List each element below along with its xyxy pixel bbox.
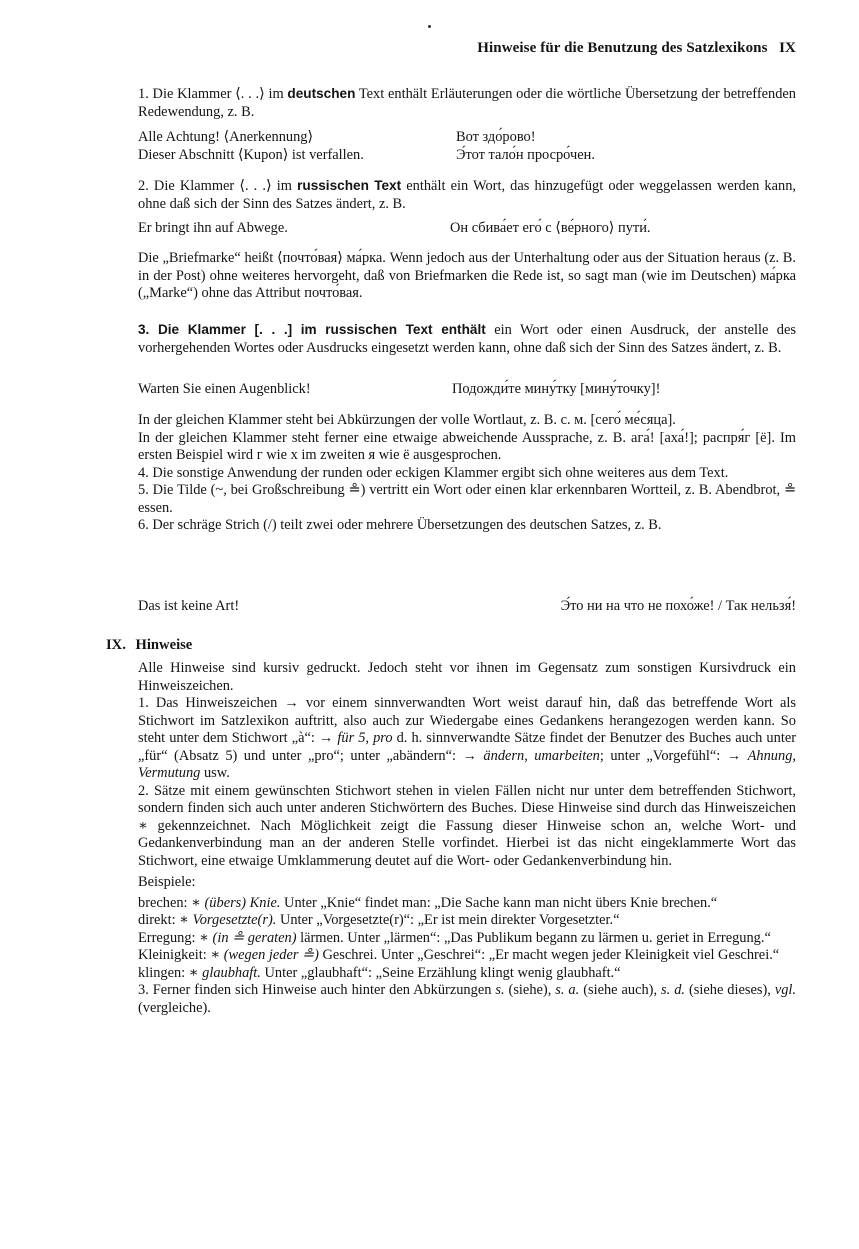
section-point-1 xyxy=(138,695,796,783)
p3-text: Die „Briefmarke“ heißt ⟨почто́вая⟩ ма́рка. Wenn jedoch aus der Unterhaltung oder aus der Situation heraus (z. B. in der Post) ohne weiteres hervorgeht, daß von Briefmarken die Rede ist, so sagt man (wie im Deutschen) ма́рка („Marke“) ohne das Attribut почто́вая. xyxy=(138,250,796,301)
example-block-4 xyxy=(138,598,796,616)
entry-head: brechen: ∗ xyxy=(138,894,205,911)
entry-italic: (übers) Knie. xyxy=(204,894,281,911)
p1-text-a: 1. Die Klammer ⟨. . .⟩ im xyxy=(138,86,288,102)
paragraph-1 xyxy=(138,85,796,121)
paragraph-block-5 xyxy=(138,412,796,535)
p4-text: ein Wort oder einen Ausdruck, der anstelle des vorhergehenden Wortes oder Ausdrucks eingesetzt werden kann, ohne daß sich der Sinn des Satzes ändert, z. B. xyxy=(138,322,796,356)
entry-head: Kleinigkeit: ∗ xyxy=(138,947,224,963)
s2-text-b: d. h. sinnverwandte Sätze findet der Benutzer des Buches auch unter „für“ (Absatz 5) und unter „pro“; unter „abändern“: → xyxy=(138,730,797,764)
p1-bold: deutschen xyxy=(287,86,356,101)
s4-text-c: (siehe auch), xyxy=(579,982,662,998)
s4-text-b: (siehe), xyxy=(504,982,556,998)
example-russian: Э́то ни на что не похо́же! / Так нельзя́! xyxy=(560,598,796,614)
entry-text: lärmen. Unter „lärmen“: „Das Publikum begann zu lärmen u. geriet in Erregung.“ xyxy=(296,929,771,946)
paragraph-3 xyxy=(138,250,796,303)
p2-text-a: 2. Die Klammer ⟨. . .⟩ im xyxy=(138,178,298,194)
p4-bold: 3. Die Klammer [. . .] im russischen Text enthält xyxy=(138,322,486,337)
entry-text: Unter „Vorgesetzte(r)“: „Er ist mein direkter Vorgesetzter.“ xyxy=(276,912,620,928)
example-entry xyxy=(138,965,796,983)
entry-italic: (wegen jeder ≗) xyxy=(223,947,319,963)
section-point-3 xyxy=(138,982,796,1017)
p7-text: 4. Die sonstige Anwendung der runden oder eckigen Klammer ergibt sich ohne weiteres aus dem Text. xyxy=(138,464,729,481)
entry-head: klingen: ∗ xyxy=(138,964,203,981)
s4-text-d: (siehe dieses), xyxy=(685,982,775,998)
entry-italic: (in ≗ geraten) xyxy=(212,929,297,946)
example-entry xyxy=(138,912,796,930)
section-intro: Alle Hinweise sind kursiv gedruckt. Jedoch steht vor ihnen im Gegensatz zum sonstigen Kursivdruck ein Hinweiszeichen. xyxy=(138,660,796,694)
example-german: Er bringt ihn auf Abwege. xyxy=(138,220,288,236)
entry-italic: glaubhaft. xyxy=(202,964,261,981)
header-title: Hinweise für die Benutzung des Satzlexikons xyxy=(477,40,768,56)
example-german: Warten Sie einen Augenblick! xyxy=(138,381,311,397)
example-russian: Э́тот тало́н просро́чен. xyxy=(456,146,595,163)
example-entry xyxy=(138,947,796,965)
page-number: IX xyxy=(779,40,796,56)
entry-head: direkt: ∗ xyxy=(138,912,193,928)
example-german: Dieser Abschnitt ⟨Kupon⟩ ist verfallen. xyxy=(138,146,364,163)
p6-text: In der gleichen Klammer steht ferner eine etwaige abweichende Aussprache, z. B. ага́! [аха́!]; распря́г [ё]. Im ersten Beispiel wird г wie х im zweiten я wie ё ausgesprochen. xyxy=(138,429,796,463)
examples-label: Beispiele: xyxy=(138,874,196,890)
entry-text: Geschrei. Unter „Geschrei“: „Er macht wegen jeder Kleinigkeit viel Geschrei.“ xyxy=(318,947,780,963)
running-header xyxy=(420,40,796,57)
p2-text-b: enthält ein Wort, das hinzugefügt oder weggelassen werden kann, ohne daß sich der Sinn des Satzes ändert, z. B. xyxy=(138,178,797,212)
entry-head: Erregung: ∗ xyxy=(138,929,213,946)
example-russian: Подожди́те мину́тку [мину́точку]! xyxy=(452,381,661,397)
example-block-2 xyxy=(138,220,796,238)
example-entry xyxy=(138,930,796,948)
example-german: Das ist keine Art! xyxy=(138,598,240,614)
section-body xyxy=(138,660,796,1017)
section-title: Hinweise xyxy=(135,637,193,653)
s2-text-d: usw. xyxy=(200,765,230,781)
section-number: IX. xyxy=(106,637,126,653)
p5-text: In der gleichen Klammer steht bei Abkürzungen der volle Wortlaut, z. B. с. м. [сего́ ме́сяца]. xyxy=(138,412,676,428)
s4-text-a: 3. Ferner finden sich Hinweise auch hinter den Abkürzungen xyxy=(138,982,496,998)
section-heading xyxy=(106,637,192,654)
entry-text: Unter „glaubhaft“: „Seine Erzählung klingt wenig glaubhaft.“ xyxy=(260,964,621,981)
s4-italic-3: s. d. xyxy=(661,982,686,998)
s4-italic-1: s. xyxy=(495,982,505,998)
s4-italic-2: s. a. xyxy=(555,982,580,998)
s2-text-c: ; unter „Vorgefühl“: → xyxy=(599,747,748,764)
example-german: Alle Achtung! ⟨Anerkennung⟩ xyxy=(138,129,314,145)
example-russian: Он сбива́ет его́ с ⟨ве́рного⟩ пути́. xyxy=(450,220,651,236)
s4-italic-4: vgl. xyxy=(774,982,797,998)
example-block-3 xyxy=(138,381,796,399)
s2-italic-1: für 5, pro xyxy=(337,730,393,746)
section-point-2: 2. Sätze mit einem gewünschten Stichwort stehen in vielen Fällen nicht nur unter dem betreffenden Stichwort, sondern finden sich auch unter anderen Stichwörtern des Buches. Diese Hinweise sind durch das Hinweiszeichen ∗ gekennzeichnet. Nach Möglichkeit zeigt die Fassung dieser Hinweise schon an, welche Wort- und Gedankenverbindung man an der anderen Stelle vorfindet. Hierbei ist das nicht eingeklammerte Wort das Stichwort, eine etwaige Umklammerung deutet auf die Wort- oder Gedankenverbindung hin. xyxy=(138,782,796,869)
paragraph-2 xyxy=(138,177,796,213)
example-entry xyxy=(138,895,796,913)
p8-text: 5. Die Tilde (~, bei Großschreibung ≗) vertritt ein Wort oder einen klar erkennbaren Wortteil, z. B. Abendbrot, ≗ essen. xyxy=(138,482,796,516)
s2-italic-2: ändern, umarbeiten xyxy=(483,747,600,764)
p9-text: 6. Der schräge Strich (/) teilt zwei oder mehrere Übersetzungen des deutschen Satzes, z. B. xyxy=(138,517,662,533)
example-russian: Вот здо́рово! xyxy=(456,129,536,145)
s2-italic-3: Ahnung, Vermutung xyxy=(138,747,796,781)
s4-text-e: (vergleiche). xyxy=(138,999,211,1016)
paragraph-4 xyxy=(138,321,796,357)
p2-bold: russischen Text xyxy=(297,178,402,193)
print-dot xyxy=(428,25,431,28)
s2-text-a: 1. Das Hinweiszeichen → vor einem sinnverwandten Wort weist darauf hin, daß das betreffende Wort als Stichwort im Satzlexikon auftritt, also auch zur Wiedergabe eines Gedankens herangezogen werden kann. So steht unter dem Stichwort „à“: → xyxy=(138,695,796,746)
example-block-1 xyxy=(138,129,796,164)
p1-text-b: Text enthält Erläuterungen oder die wörtliche Übersetzung der betreffenden Redewendung, z. B. xyxy=(138,86,796,120)
entry-italic: Vorgesetzte(r). xyxy=(192,912,277,928)
entry-text: Unter „Knie“ findet man: „Die Sache kann man nicht übers Knie brechen.“ xyxy=(280,894,718,911)
